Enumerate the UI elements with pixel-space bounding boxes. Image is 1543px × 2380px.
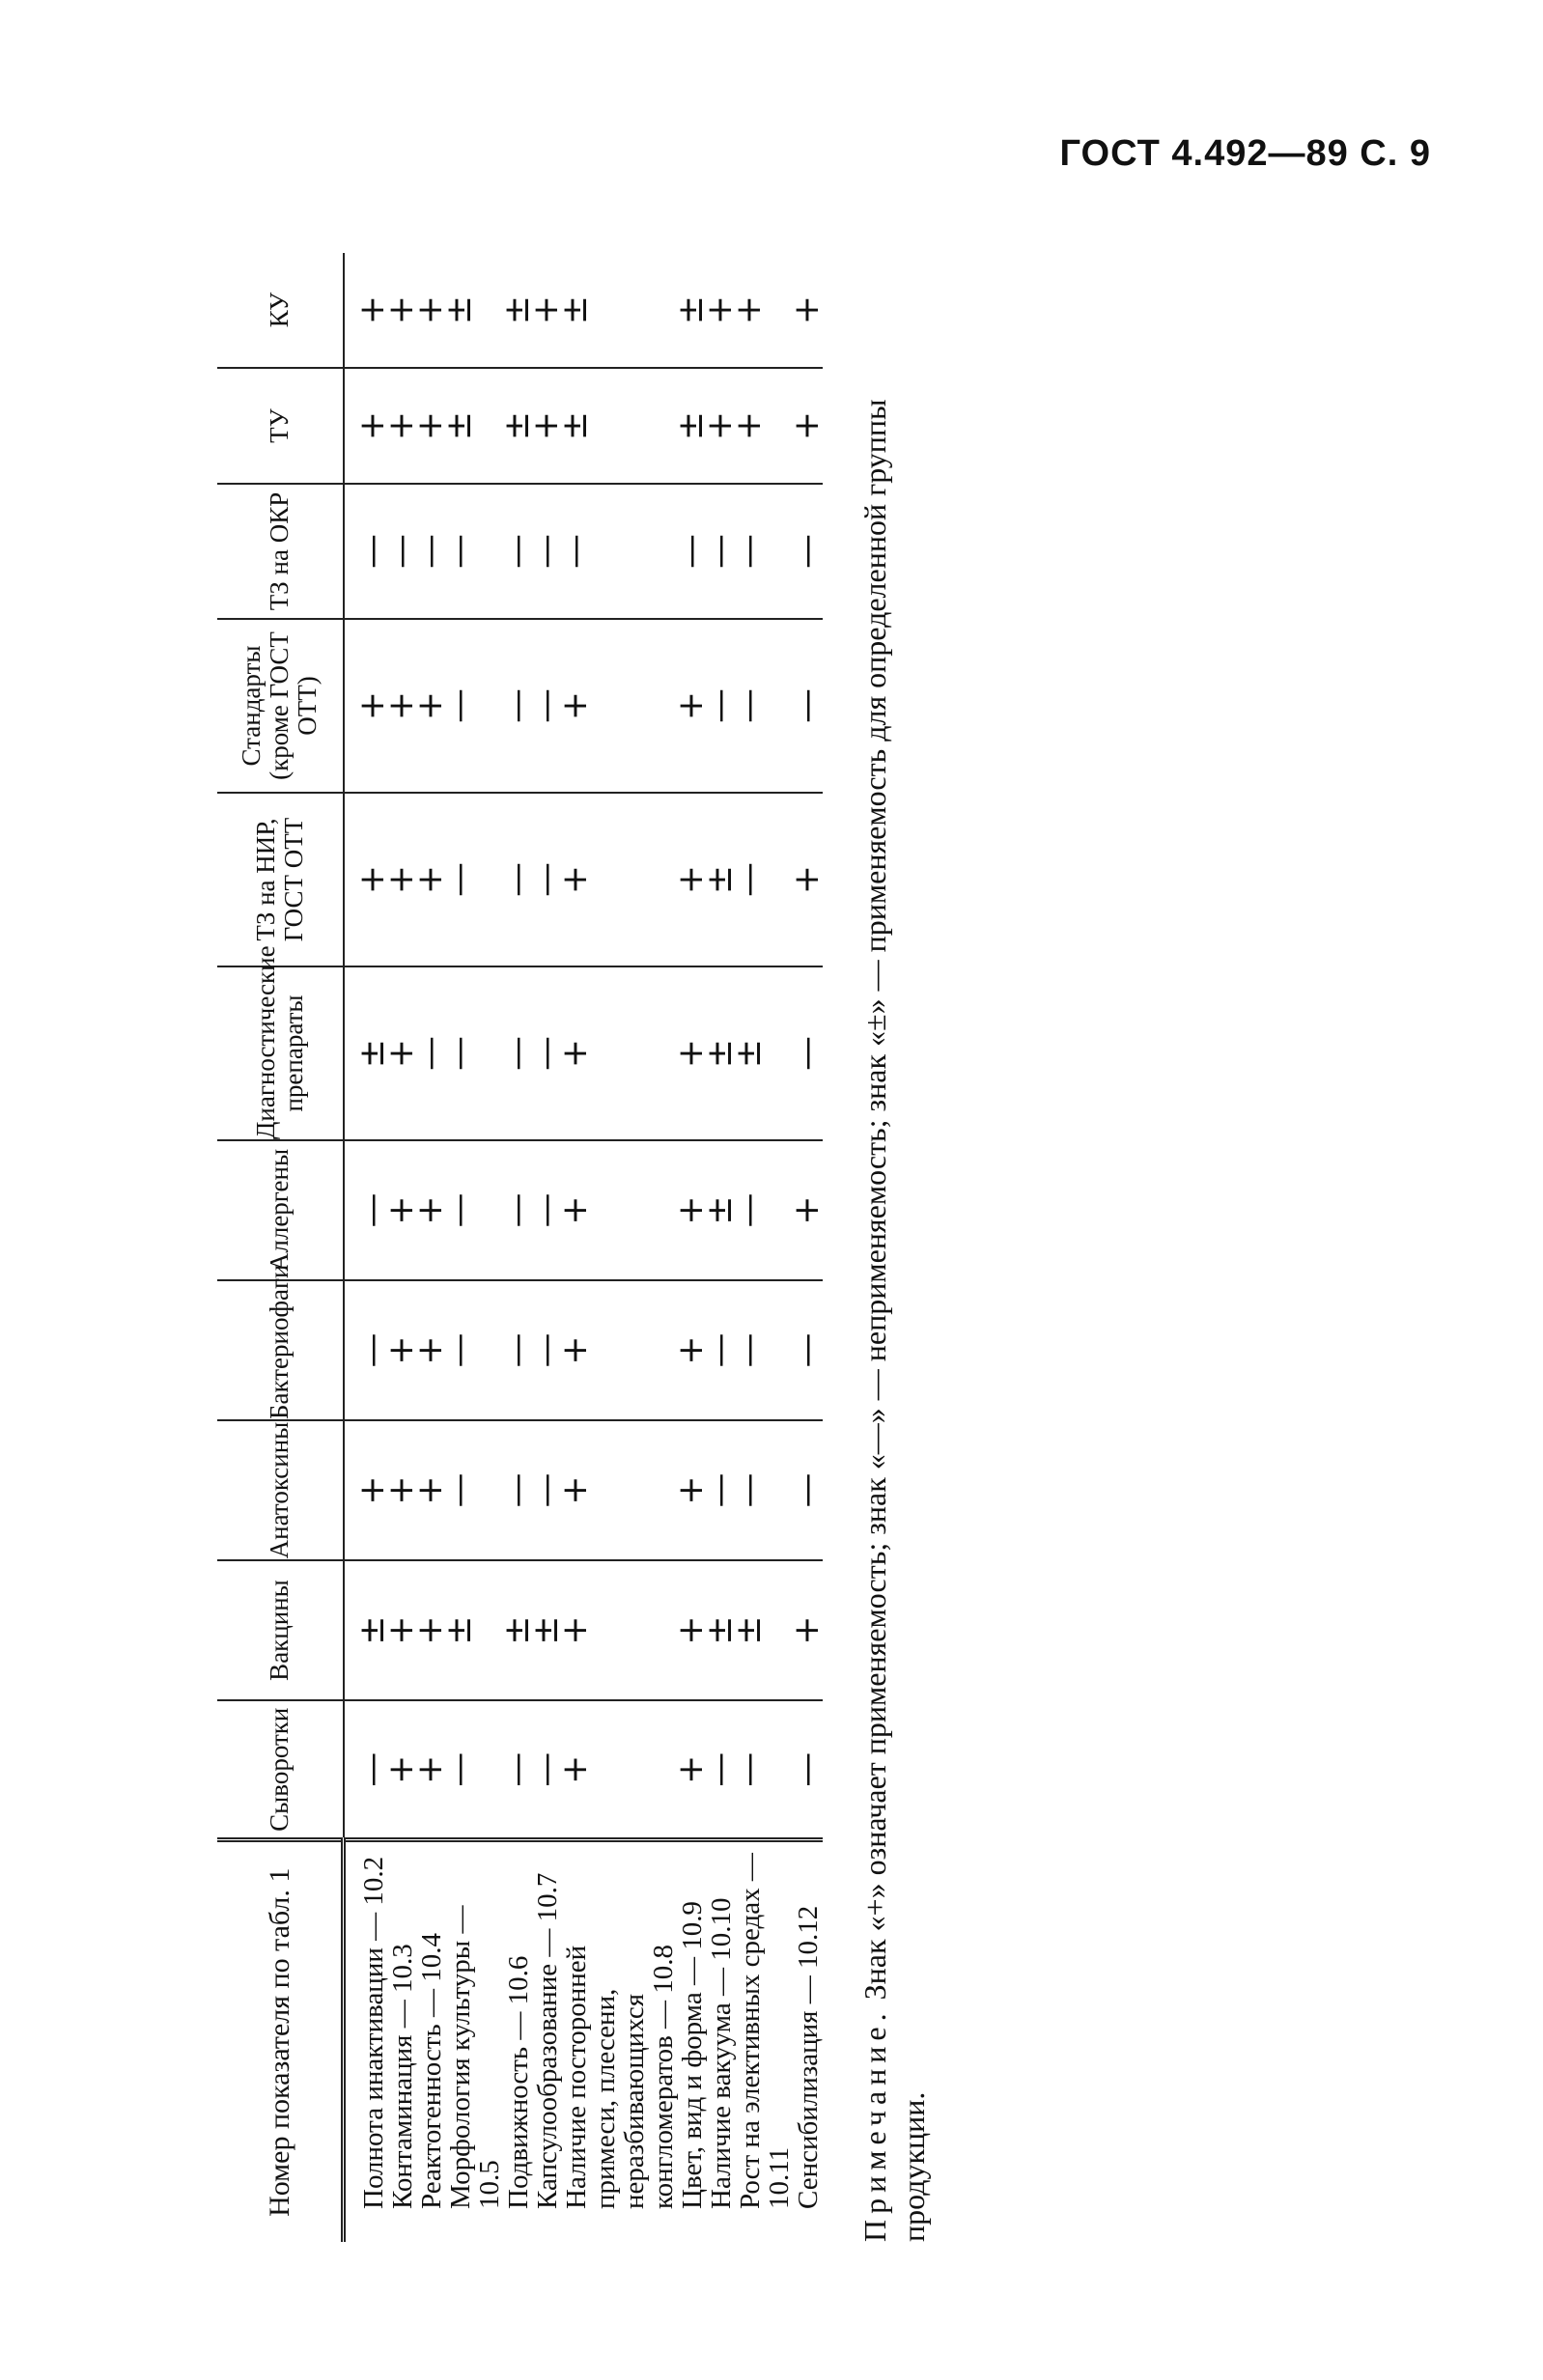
mark-cell: + bbox=[786, 410, 827, 441]
mark-cell: — bbox=[728, 688, 769, 723]
mark-cell: + bbox=[554, 1754, 595, 1784]
mark-cell: — bbox=[699, 534, 740, 569]
marks-column bbox=[344, 1280, 827, 1420]
mark-cell: — bbox=[554, 534, 595, 569]
mark-cell: + bbox=[699, 294, 740, 325]
indicator-label: Капсулообразование — 10.7 bbox=[532, 1872, 563, 2209]
marks-column bbox=[344, 253, 827, 368]
column-header: Вакцины bbox=[217, 1560, 344, 1700]
mark-cell: — bbox=[438, 862, 479, 897]
mark-cell: — bbox=[525, 1751, 566, 1787]
mark-cell: + bbox=[728, 410, 769, 441]
mark-cell: ± bbox=[496, 410, 537, 441]
mark-cell: — bbox=[728, 1332, 769, 1368]
mark-cell: — bbox=[699, 1751, 740, 1787]
mark-cell: + bbox=[380, 294, 421, 325]
mark-cell: — bbox=[496, 1036, 537, 1071]
mark-cell: — bbox=[525, 534, 566, 569]
mark-cell: — bbox=[438, 534, 479, 569]
mark-cell: — bbox=[786, 1751, 827, 1787]
mark-cell: — bbox=[525, 688, 566, 723]
mark-cell: ± bbox=[699, 1195, 740, 1225]
mark-cell: — bbox=[496, 1751, 537, 1787]
mark-cell: ± bbox=[438, 1615, 479, 1645]
mark-cell: — bbox=[496, 1472, 537, 1508]
mark-cell: + bbox=[786, 864, 827, 895]
marks-column bbox=[344, 1560, 827, 1700]
mark-cell: + bbox=[409, 410, 450, 441]
marks-column bbox=[344, 1420, 827, 1560]
column-header: Аллергены bbox=[217, 1140, 344, 1280]
marks-column bbox=[344, 484, 827, 619]
column-header: Диагностические препараты bbox=[217, 966, 344, 1140]
mark-cell: ± bbox=[670, 294, 711, 325]
mark-cell: — bbox=[438, 1472, 479, 1508]
mark-cell: ± bbox=[699, 864, 740, 895]
mark-cell: + bbox=[670, 1615, 711, 1645]
mark-cell: — bbox=[525, 1036, 566, 1071]
mark-cell: + bbox=[409, 1195, 450, 1225]
indicator-label: Рост на элективных средах — 10.11 bbox=[735, 1853, 795, 2209]
mark-cell: + bbox=[554, 1335, 595, 1365]
mark-cell: + bbox=[351, 1475, 392, 1505]
mark-cell: ± bbox=[728, 1038, 769, 1069]
mark-cell: — bbox=[670, 534, 711, 569]
mark-cell: + bbox=[670, 1754, 711, 1784]
mark-cell: — bbox=[525, 1332, 566, 1368]
mark-cell: + bbox=[351, 690, 392, 721]
marks-column bbox=[344, 368, 827, 484]
mark-cell: + bbox=[380, 1038, 421, 1069]
indicator-label: Сенсибилизация — 10.12 bbox=[793, 1905, 824, 2209]
mark-cell: — bbox=[409, 534, 450, 569]
mark-cell: — bbox=[525, 862, 566, 897]
mark-cell: — bbox=[699, 1332, 740, 1368]
mark-cell: + bbox=[525, 410, 566, 441]
mark-cell: + bbox=[409, 1475, 450, 1505]
mark-cell: + bbox=[380, 410, 421, 441]
mark-cell: ± bbox=[728, 1615, 769, 1645]
indicator-label: Цвет, вид и форма — 10.9 bbox=[677, 1901, 708, 2209]
marks-column bbox=[344, 793, 827, 966]
mark-cell: + bbox=[554, 690, 595, 721]
mark-cell: ± bbox=[554, 294, 595, 325]
column-header: Номер показателя по табл. 1 bbox=[217, 1840, 344, 2242]
marks-column bbox=[344, 1700, 827, 1840]
mark-cell: ± bbox=[351, 1038, 392, 1069]
mark-cell: — bbox=[496, 1332, 537, 1368]
mark-cell: — bbox=[351, 1332, 392, 1368]
mark-cell: — bbox=[786, 1472, 827, 1508]
rotated-content bbox=[217, 253, 1038, 2242]
column-header: ТЗ на ОКР bbox=[217, 484, 344, 619]
mark-cell: — bbox=[699, 688, 740, 723]
column-header: Сыворотки bbox=[217, 1700, 344, 1840]
mark-cell: ± bbox=[699, 1038, 740, 1069]
page-header: ГОСТ 4.492—89 С. 9 bbox=[1059, 133, 1431, 174]
mark-cell: — bbox=[728, 1751, 769, 1787]
mark-cell: — bbox=[786, 1332, 827, 1368]
mark-cell: — bbox=[496, 688, 537, 723]
note-label: Примечание. bbox=[857, 2007, 892, 2242]
mark-cell: — bbox=[438, 1332, 479, 1368]
mark-cell: — bbox=[699, 1472, 740, 1508]
column-header: Бактериофаги bbox=[217, 1280, 344, 1420]
mark-cell: — bbox=[351, 1751, 392, 1787]
mark-cell: + bbox=[351, 410, 392, 441]
mark-cell: + bbox=[554, 1475, 595, 1505]
mark-cell: + bbox=[670, 1038, 711, 1069]
mark-cell: + bbox=[380, 1754, 421, 1784]
table-body-row bbox=[344, 253, 824, 2242]
mark-cell: — bbox=[525, 1472, 566, 1508]
mark-cell: — bbox=[438, 688, 479, 723]
mark-cell: — bbox=[496, 534, 537, 569]
indicator-label: Реактогенность — 10.4 bbox=[416, 1932, 447, 2209]
table-note bbox=[856, 253, 933, 2242]
indicator-label: Контаминация — 10.3 bbox=[387, 1944, 418, 2209]
mark-cell: — bbox=[438, 1192, 479, 1228]
mark-cell: + bbox=[699, 410, 740, 441]
mark-cell: + bbox=[409, 1754, 450, 1784]
note-text: Знак «+» означает применяемость; знак «—» — неприменяемость; знак «±» — применяемость для определенной группы продукции. bbox=[857, 399, 931, 2242]
mark-cell: ± bbox=[525, 1615, 566, 1645]
mark-cell: ± bbox=[351, 1615, 392, 1645]
indicator-column bbox=[344, 1840, 824, 2242]
mark-cell: — bbox=[786, 688, 827, 723]
column-header: ТУ bbox=[217, 368, 344, 484]
mark-cell: + bbox=[786, 294, 827, 325]
mark-cell: ± bbox=[670, 410, 711, 441]
mark-cell: — bbox=[351, 1192, 392, 1228]
indicator-label: Подвижность — 10.6 bbox=[503, 1955, 534, 2209]
column-header: Анатоксины bbox=[217, 1420, 344, 1560]
column-header: ТЗ на НИР, ГОСТ ОТТ bbox=[217, 793, 344, 966]
mark-cell: + bbox=[670, 690, 711, 721]
mark-cell: — bbox=[496, 1192, 537, 1228]
marks-column bbox=[344, 619, 827, 793]
indicator-label: Морфология культуры — 10.5 bbox=[445, 1905, 505, 2209]
mark-cell: + bbox=[409, 1615, 450, 1645]
marks-column bbox=[344, 966, 827, 1140]
mark-cell: — bbox=[438, 1036, 479, 1071]
mark-cell: — bbox=[786, 1036, 827, 1071]
mark-cell: + bbox=[670, 864, 711, 895]
column-header: Стандарты (кроме ГОСТ ОТТ) bbox=[217, 619, 344, 793]
mark-cell: — bbox=[351, 534, 392, 569]
mark-cell: + bbox=[670, 1195, 711, 1225]
mark-cell: + bbox=[525, 294, 566, 325]
mark-cell: + bbox=[380, 1615, 421, 1645]
mark-cell: + bbox=[351, 294, 392, 325]
mark-cell: ± bbox=[438, 294, 479, 325]
table-header-row bbox=[217, 253, 344, 2242]
mark-cell: + bbox=[380, 1195, 421, 1225]
mark-cell: + bbox=[554, 1195, 595, 1225]
mark-cell: ± bbox=[554, 410, 595, 441]
mark-cell: — bbox=[409, 1036, 450, 1071]
mark-cell: — bbox=[380, 534, 421, 569]
mark-cell: + bbox=[409, 294, 450, 325]
mark-cell: + bbox=[670, 1335, 711, 1365]
indicator-label: Наличие вакуума — 10.10 bbox=[706, 1897, 737, 2209]
mark-cell: — bbox=[496, 862, 537, 897]
mark-cell: — bbox=[438, 1751, 479, 1787]
mark-cell: — bbox=[728, 534, 769, 569]
mark-cell: ± bbox=[496, 1615, 537, 1645]
mark-cell: — bbox=[728, 862, 769, 897]
mark-cell: + bbox=[380, 1475, 421, 1505]
mark-cell: + bbox=[554, 1615, 595, 1645]
marks-column bbox=[344, 1140, 827, 1280]
mark-cell: — bbox=[786, 534, 827, 569]
mark-cell: + bbox=[554, 864, 595, 895]
mark-cell: + bbox=[786, 1615, 827, 1645]
mark-cell: + bbox=[380, 1335, 421, 1365]
mark-cell: + bbox=[728, 294, 769, 325]
mark-cell: ± bbox=[438, 410, 479, 441]
mark-cell: + bbox=[351, 864, 392, 895]
mark-cell: + bbox=[786, 1195, 827, 1225]
mark-cell: + bbox=[409, 1335, 450, 1365]
mark-cell: + bbox=[380, 690, 421, 721]
mark-cell: + bbox=[670, 1475, 711, 1505]
indicator-label: Полнота инактивации — 10.2 bbox=[358, 1856, 389, 2209]
mark-cell: — bbox=[525, 1192, 566, 1228]
mark-cell: + bbox=[380, 864, 421, 895]
mark-cell: — bbox=[728, 1472, 769, 1508]
mark-cell: — bbox=[728, 1192, 769, 1228]
mark-cell: + bbox=[409, 690, 450, 721]
mark-cell: ± bbox=[699, 1615, 740, 1645]
column-header: КУ bbox=[217, 253, 344, 368]
mark-cell: + bbox=[554, 1038, 595, 1069]
indicator-label: Наличие посторонней примеси, плесени, неразбивающихся конгломератов — 10.8 bbox=[561, 1944, 679, 2209]
applicability-table bbox=[217, 253, 827, 2242]
mark-cell: ± bbox=[496, 294, 537, 325]
mark-cell: + bbox=[409, 864, 450, 895]
